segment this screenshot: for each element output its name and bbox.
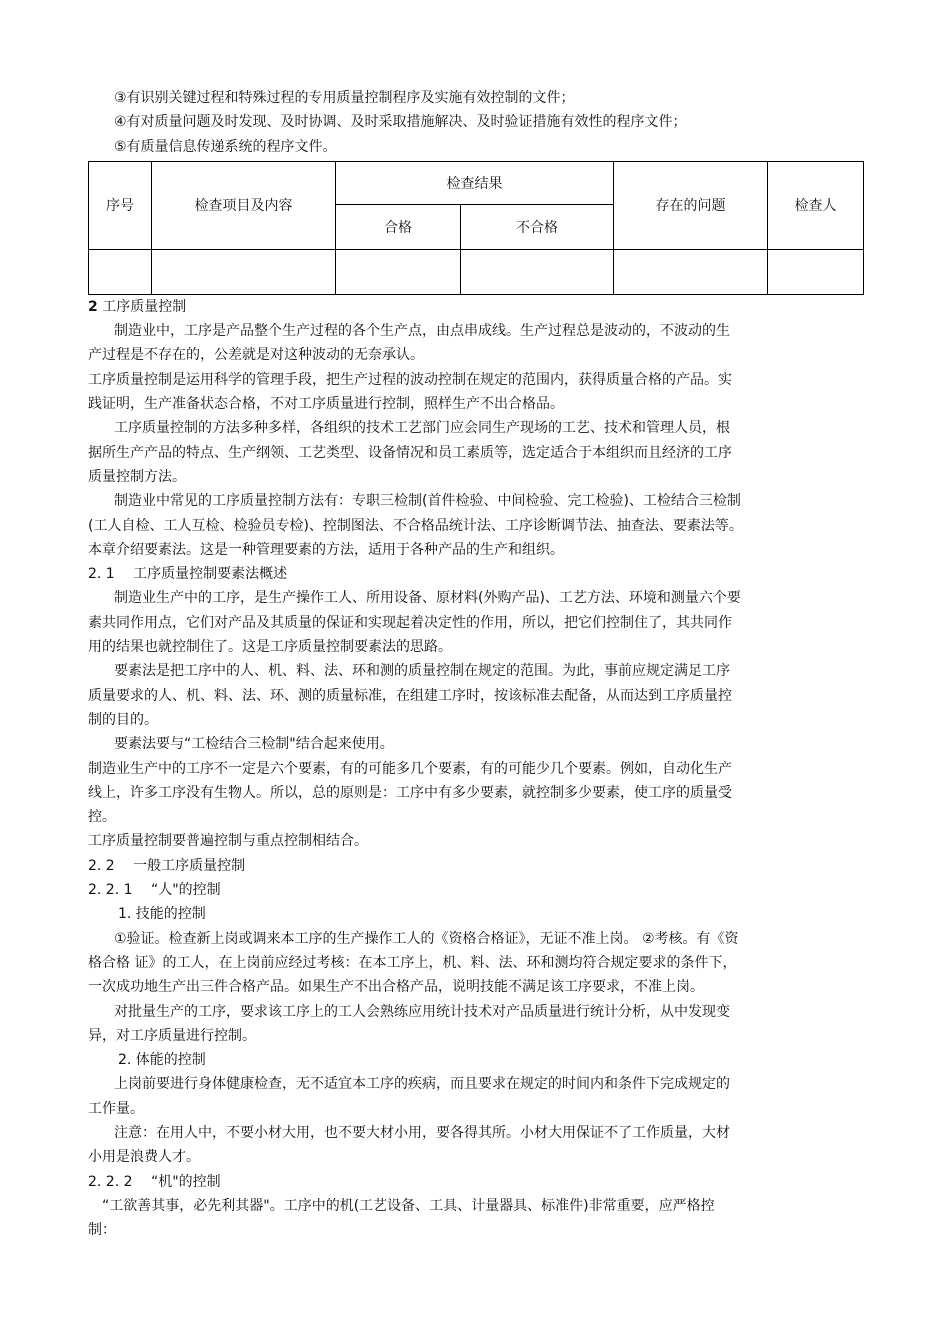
paragraph: 上岗前要进行身体健康检查，无不适宜本工序的疾病，而且要求在规定的时间内和条件下完成规定的 bbox=[114, 1076, 730, 1093]
note-paragraph: 小用是浪费人才。 bbox=[88, 1149, 200, 1166]
paragraph: “工欲善其事，必先利其器"。工序中的机(工艺设备、工具、计量器具、标准件)非常重要，应严格控 bbox=[102, 1197, 715, 1214]
section-2-2-1-heading: 2. 2. 1 “人"的控制 bbox=[88, 882, 221, 899]
intro-item-5: ⑤有质量信息传递系统的程序文件。 bbox=[114, 138, 337, 155]
paragraph: 制： bbox=[88, 1222, 116, 1239]
section-2-number: 2 bbox=[88, 298, 98, 315]
header-pass: 合格 bbox=[336, 204, 461, 249]
section-2-2-2-heading: 2. 2. 2 “机"的控制 bbox=[88, 1173, 221, 1190]
table-cell-empty[interactable] bbox=[336, 249, 461, 294]
paragraph: 要素法要与“工检结合三检制"结合起来使用。 bbox=[114, 736, 394, 753]
header-result: 检查结果 bbox=[336, 161, 614, 204]
paragraph: 工序质量控制是运用科学的管理手段，把生产过程的波动控制在规定的范围内，获得质量合格的产品。实 bbox=[88, 371, 732, 388]
paragraph: 质量控制方法。 bbox=[88, 468, 186, 485]
header-inspector: 检查人 bbox=[768, 161, 864, 249]
paragraph: 用的结果也就控制住了。这是工序质量控制要素法的思路。 bbox=[88, 639, 452, 656]
inspection-table bbox=[88, 161, 864, 295]
paragraph: 制造业中常见的工序质量控制方法有：专职三检制(首件检验、中间检验、完工检验)、工检结合三检制 bbox=[114, 493, 741, 510]
paragraph: ①验证。检查新上岗或调来本工序的生产操作工人的《资格合格证》，无证不准上岗。 ②考核。有《资 bbox=[114, 930, 739, 947]
paragraph: 要素法是把工序中的人、机、料、法、环和测的质量控制在规定的范围。为此，事前应规定满足工序 bbox=[114, 663, 730, 680]
paragraph: 质量要求的人、机、料、法、环、测的质量标准，在组建工序时，按该标准去配备，从而达到工序质量控 bbox=[88, 687, 732, 704]
paragraph: 格合格 证》的工人，在上岗前应经过考核：在本工序上，机、料、法、环和测均符合规定要求的条件下， bbox=[88, 954, 737, 971]
intro-item-4: ④有对质量问题及时发现、及时协调、及时采取措施解决、及时验证措施有效性的程序文件； bbox=[114, 114, 687, 131]
header-fail: 不合格 bbox=[461, 204, 614, 249]
paragraph: 工序质量控制要普遍控制与重点控制相结合。 bbox=[88, 833, 368, 850]
section-2-1-heading: 2. 1 工序质量控制要素法概述 bbox=[88, 566, 288, 583]
note-paragraph: 注意：在用人中，不要小材大用，也不要大材小用，要各得其所。小材大用保证不了工作质量，大材 bbox=[114, 1124, 730, 1141]
table-cell-empty[interactable] bbox=[768, 249, 864, 294]
intro-item-3: ③有识别关键过程和特殊过程的专用质量控制程序及实施有效控制的文件； bbox=[114, 90, 575, 106]
paragraph: 据所生产产品的特点、生产纲领、工艺类型、设备情况和员工素质等，选定适合于本组织而且经济的工序 bbox=[88, 444, 732, 461]
paragraph: 践证明，生产准备状态合格，不对工序质量进行控制，照样生产不出合格品。 bbox=[88, 396, 564, 413]
section-2-title: 工序质量控制 bbox=[102, 298, 187, 315]
header-item: 检查项目及内容 bbox=[152, 161, 336, 249]
table-cell-empty[interactable] bbox=[89, 249, 152, 294]
paragraph: 制的目的。 bbox=[88, 711, 158, 728]
paragraph: 产过程是不存在的，公差就是对这种波动的无奈承认。 bbox=[88, 347, 424, 364]
subheading-physical: 2. 体能的控制 bbox=[118, 1052, 206, 1069]
paragraph: 异，对工序质量进行控制。 bbox=[88, 1027, 256, 1044]
table-cell-empty[interactable] bbox=[461, 249, 614, 294]
table-cell-empty[interactable] bbox=[614, 249, 768, 294]
table-cell-empty[interactable] bbox=[152, 249, 336, 294]
document-page bbox=[88, 86, 864, 1242]
paragraph: 控。 bbox=[88, 809, 116, 826]
subheading-skill: 1. 技能的控制 bbox=[118, 906, 206, 923]
header-problem: 存在的问题 bbox=[614, 161, 768, 249]
paragraph: 一次成功地生产出三件合格产品。如果生产不出合格产品，说明技能不满足该工序要求，不准上岗。 bbox=[88, 979, 704, 996]
paragraph: 工序质量控制的方法多种多样，各组织的技术工艺部门应会同生产现场的工艺、技术和管理人员，根 bbox=[114, 420, 730, 437]
paragraph: 制造业生产中的工序，是生产操作工人、所用设备、原材料(外购产品)、工艺方法、环境和测量六个要 bbox=[114, 590, 741, 607]
header-seq: 序号 bbox=[89, 161, 152, 249]
paragraph: 线上，许多工序没有生物人。所以，总的原则是：工序中有多少要素，就控制多少要素，使工序的质量受 bbox=[88, 784, 732, 801]
section-2-2-heading: 2. 2 一般工序质量控制 bbox=[88, 857, 246, 874]
paragraph: 本章介绍要素法。这是一种管理要素的方法，适用于各种产品的生产和组织。 bbox=[88, 541, 564, 558]
paragraph: (工人自检、工人互检、检验员专检)、控制图法、不合格品统计法、工序诊断调节法、抽查法、要素法等。 bbox=[88, 517, 743, 534]
paragraph: 素共同作用点，它们对产品及其质量的保证和实现起着决定性的作用，所以，把它们控制住了，其共同作 bbox=[88, 614, 732, 631]
paragraph: 制造业中，工序是产品整个生产过程的各个生产点，由点串成线。生产过程总是波动的，不波动的生 bbox=[114, 323, 730, 340]
paragraph: 工作量。 bbox=[88, 1100, 144, 1117]
section-2-heading bbox=[88, 295, 864, 319]
paragraph: 制造业生产中的工序不一定是六个要素，有的可能多几个要素，有的可能少几个要素。例如，自动化生产 bbox=[88, 760, 732, 777]
paragraph: 对批量生产的工序，要求该工序上的工人会熟练应用统计技术对产品质量进行统计分析，从中发现变 bbox=[114, 1003, 730, 1020]
